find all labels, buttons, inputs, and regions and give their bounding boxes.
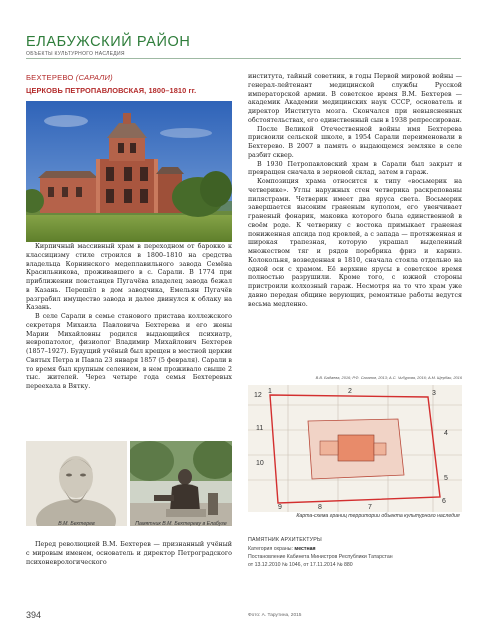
bust-caption: В.М. Бехтерев [58,521,95,527]
map-label: 5 [444,475,448,482]
map-label: 2 [348,388,352,395]
category-label: Категория охраны: [248,546,293,552]
monument-caption: Памятник В.М. Бехтереву в Елабуге [135,521,227,527]
paragraph: института, тайный советник, в годы Первой мировой войны — генерал-лейтенант медицинской службы Русской императорской армии. В советское время В.М. Бехтерев — академик Академии медицинских наук СССР, основатель и директор Института мозга. Скончался при невыясненных обстоятельствах, его единственный сын в 1938 репрессирован. [248,73,462,124]
map-label: 6 [442,498,446,505]
map-label: 12 [254,392,262,399]
section-subtitle: ОБЪЕКТЫ КУЛЬТУРНОГО НАСЛЕДИЯ [26,51,125,57]
paragraph: После Великой Отечественной войны имя Бехтерева присвоили сельской школе, в 1954 Сарали переименовали в Бехтерево. В 2007 в память о выдающемся земляке в селе разбит сквер. [248,125,462,159]
monument-photo [130,441,232,526]
map-label: 8 [318,504,322,511]
map-label: 10 [256,460,264,467]
map-label: 1 [268,388,272,395]
place-name: БЕХТЕРЕВО [26,73,74,82]
category-value: местная [294,546,316,552]
protection-category [248,546,316,552]
page-number: 394 [26,610,42,620]
text-column-left [26,243,232,392]
map-label: 7 [368,504,372,511]
map-caption: Карта-схема границ территории объекта культурного наследия [296,513,460,519]
text-column-left-bottom [26,541,232,567]
paragraph: В селе Сарали в семье станового пристава коллежского секретаря Михаила Павловича Бехтерева и его жены Марии Михайловны родился выдающийся психиатр, невропатолог, физиолог Владимир Михайлович Бехтерев (1857–1927). Будущий учёный был крещен в местной церкви Святых Петра и Павла 23 января 1857 (5 февраля). Сарали в то время был крупным селением, в нем проживало свыше 2 тыс. жителей. Через четыре года семья Бехтеревых переехала в Вятку. [26,313,232,390]
article-place [26,73,113,82]
monument-type: ПАМЯТНИК АРХИТЕКТУРЫ [248,537,322,543]
bust-photo [26,441,127,526]
church-photo [26,101,232,242]
text-column-right [248,73,462,309]
paragraph: Перед революцией В.М. Бехтерев — признанный учёный с мировым именем, основатель и директор Петроградского психоневрологического [26,541,232,566]
map-label: 4 [444,430,448,437]
decree: Постановление Кабинета Министров Республики Татарстан [248,554,393,560]
paragraph: Композиция храма относится к типу «восьмерик на четверике». Углы наружных стен четверика раскрепованы пилястрами. Четверик имеет два яруса света. Восьмерик завершается высоким граненым куполом, его увенчивает граненый фонарик, маковка которого была единственной в своём роде. К четверику с востока примыкает граненая пониженная апсида под кровлей, а с запада — протяженная и широкая трапезная, которую украшал выделенный множеством тяг и рядов поребрика фриз и карниз. Колокольня, возведенная в 1810, сначала стояла отдельно на одной оси с храмом. Её верхние ярусы в советское время полностью разрушили. Кроме того, с южной стороны пристроили колхозный гараж. Несмотря на то что храм уже давно передан общине верующих, ремонтные работы ведутся весьма медленно. [248,178,462,308]
header-rule [26,58,461,59]
section-title: ЕЛАБУЖСКИЙ РАЙОН [26,34,191,50]
image-credits: В.В. Бадаева, 2016; Р.Ф. Сахапов, 2013; А.С. Чибурова, 2016; А.М. Щербак, 2016 [315,375,462,380]
paragraph: В 1930 Петропавловский храм в Сарали был закрыт и превращен сначала в зерновой склад, затем в гараж. [248,160,462,177]
map-label: 9 [278,504,282,511]
place-alt-name: (САРАЛИ) [75,73,113,82]
photo-credit: Фото: А. Тарутина, 2015 [248,613,302,618]
map-label: 3 [432,390,436,397]
decree-date: от 13.12.2010 № 1046, от 17.11.2014 № 880 [248,562,353,568]
boundary-map [248,385,462,512]
map-label: 11 [256,425,264,432]
article-title: ЦЕРКОВЬ ПЕТРОПАВЛОВСКАЯ, 1800–1810 гг. [26,86,197,95]
paragraph: Кирпичный массивный храм в переходном от барокко к классицизму стиле строился в 1800–1810 на средства владельца Корнинского медеплавильного завода Семёна Красильникова, проживавшего в с. Сарали. В 1774 при приближении повстанцев Пугачёва владелец завода бежал в Казань. Перешёл в дом заводчика, Емельян Пугачёв разграбил имущество завода и далее двинулся к облаку на Казань. [26,243,232,312]
